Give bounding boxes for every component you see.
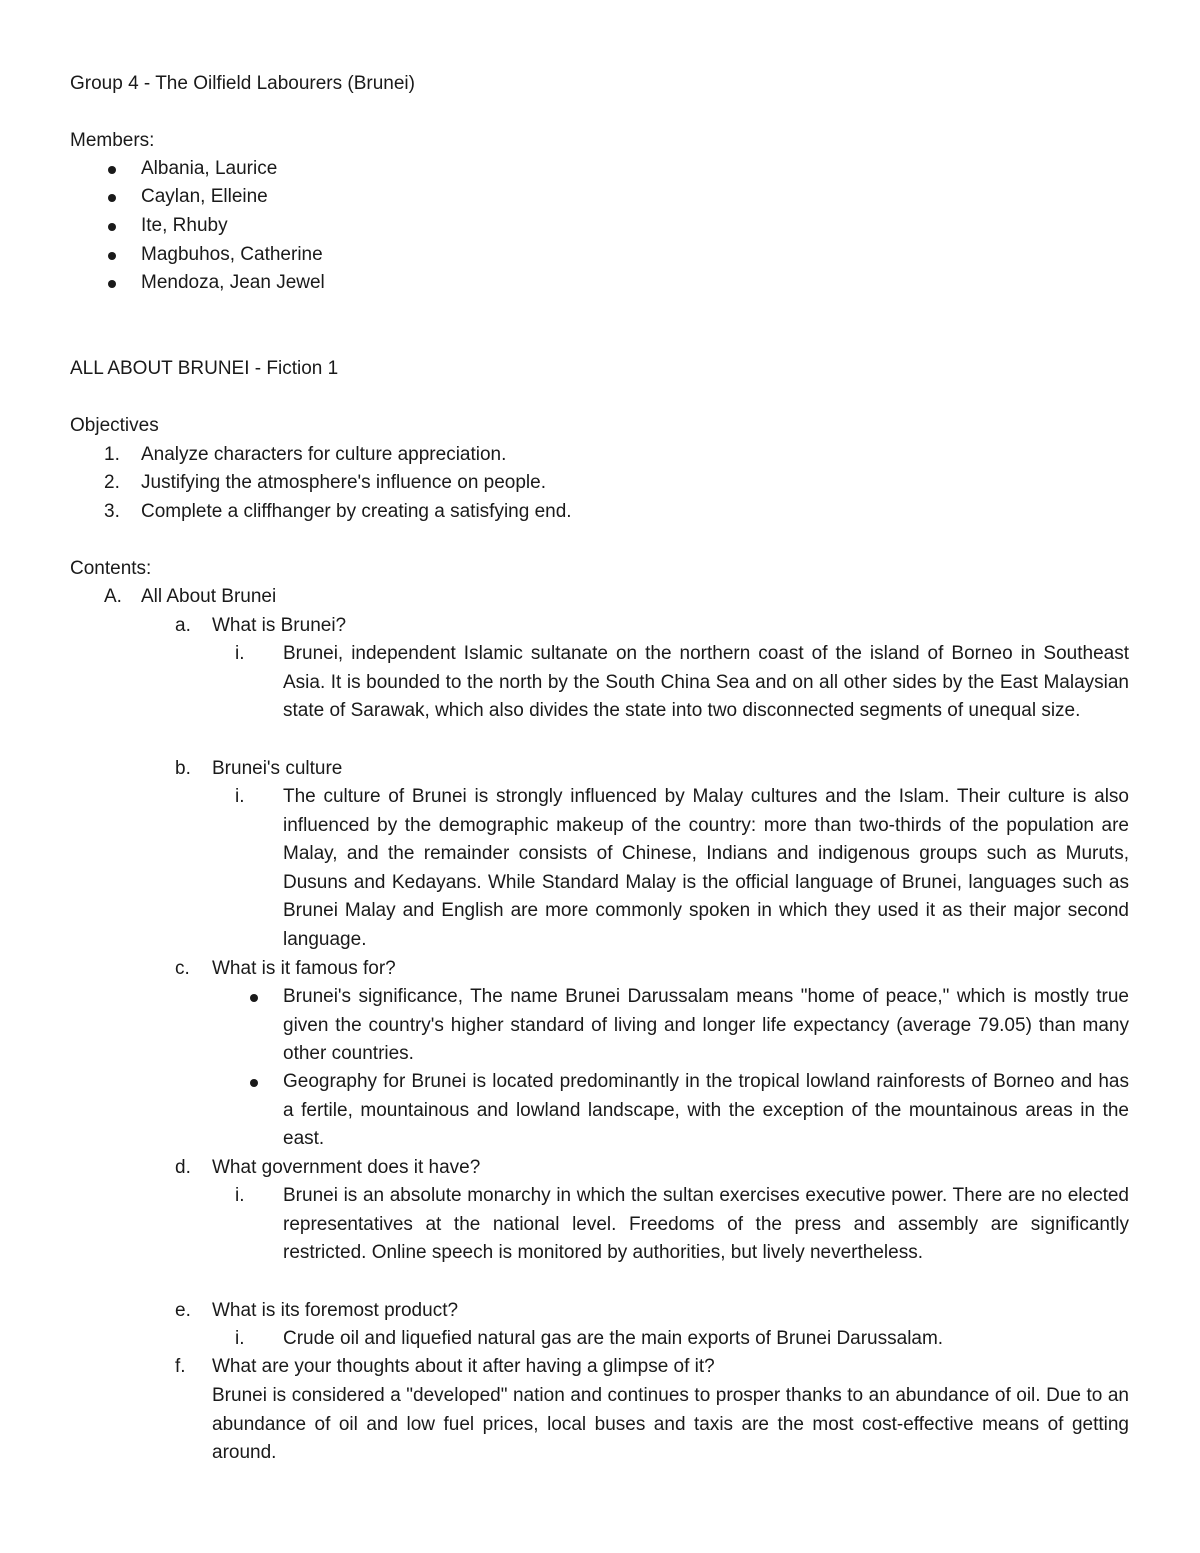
list-roman: i. xyxy=(235,1185,245,1206)
list-letter: a. xyxy=(175,615,191,636)
objective-text: Justifying the atmosphere's influence on people. xyxy=(141,472,546,493)
list-roman: i. xyxy=(235,643,245,664)
subitem-question: Brunei's culture xyxy=(212,758,343,779)
subitem-question: What government does it have? xyxy=(212,1157,481,1178)
member-name: Magbuhos, Catherine xyxy=(141,244,323,265)
answer-text: Crude oil and liquefied natural gas are the main exports of Brunei Darussalam. xyxy=(283,1328,944,1349)
document-title: Group 4 - The Oilfield Labourers (Brunei) xyxy=(70,73,415,94)
bullet-icon xyxy=(250,1079,258,1087)
bullet-icon xyxy=(108,223,116,231)
list-letter: b. xyxy=(175,758,191,779)
list-roman: i. xyxy=(235,1328,245,1349)
member-name: Albania, Laurice xyxy=(141,158,278,179)
list-number: 1. xyxy=(104,444,120,465)
contents-item-label: All About Brunei xyxy=(141,586,277,607)
list-roman: i. xyxy=(235,786,245,807)
section-title: ALL ABOUT BRUNEI - Fiction 1 xyxy=(70,358,339,379)
list-letter: e. xyxy=(175,1300,191,1321)
objective-text: Analyze characters for culture appreciation. xyxy=(141,444,507,465)
subitem-question: What is its foremost product? xyxy=(212,1300,459,1321)
members-heading: Members: xyxy=(70,130,155,151)
list-number: 2. xyxy=(104,472,120,493)
objective-text: Complete a cliffhanger by creating a satisfying end. xyxy=(141,501,572,522)
member-name: Caylan, Elleine xyxy=(141,186,268,207)
answer-text: Geography for Brunei is located predominantly in the tropical lowland rainforests of Borneo and has a fertile, mountainous and lowland landscape, with the exception of the mountainous areas in the east. xyxy=(283,1071,1129,1150)
answer-text: Brunei's significance, The name Brunei Darussalam means "home of peace," which is mostly true given the country's higher standard of living and longer life expectancy (average 79.05) than many other countries. xyxy=(283,986,1129,1065)
bullet-icon xyxy=(108,194,116,202)
bullet-icon xyxy=(108,252,116,260)
member-name: Mendoza, Jean Jewel xyxy=(141,272,325,293)
list-letter: f. xyxy=(175,1356,186,1377)
list-number: 3. xyxy=(104,501,120,522)
contents-heading: Contents: xyxy=(70,558,152,579)
answer-text: Brunei, independent Islamic sultanate on the northern coast of the island of Borneo in Southeast Asia. It is bounded to the north by the South China Sea and on all other sides by the East Malaysian state of Sarawak, which also divides the state into two disconnected segments of unequal size. xyxy=(283,643,1129,722)
answer-text: Brunei is an absolute monarchy in which the sultan exercises executive power. There are no elected representatives at the national level. Freedoms of the press and assembly are significantly restricted. Online speech is monitored by authorities, but lively nevertheless. xyxy=(283,1185,1129,1264)
subitem-question: What is it famous for? xyxy=(212,958,396,979)
bullet-icon xyxy=(108,280,116,288)
bullet-icon xyxy=(250,994,258,1002)
subitem-question: What are your thoughts about it after having a glimpse of it? xyxy=(212,1356,715,1377)
answer-text: The culture of Brunei is strongly influenced by Malay cultures and the Islam. Their culture is also influenced by the demographic makeup of the country: more than two-thirds of the population are Malay, and the remainder consists of Chinese, Indians and indigenous groups such as Muruts, Dusuns and Kedayans. While Standard Malay is the official language of Brunei, languages such as Brunei Malay and English are more commonly spoken in which they used it as their major second language. xyxy=(283,786,1129,950)
objectives-heading: Objectives xyxy=(70,415,159,436)
bullet-icon xyxy=(108,166,116,174)
list-letter: c. xyxy=(175,958,190,979)
member-name: Ite, Rhuby xyxy=(141,215,228,236)
subitem-question: What is Brunei? xyxy=(212,615,347,636)
list-letter: d. xyxy=(175,1157,191,1178)
answer-text: Brunei is considered a "developed" nation and continues to prosper thanks to an abundance of oil. Due to an abundance of oil and low fuel prices, local buses and taxis are the most cost-effective means of getting around. xyxy=(212,1385,1129,1464)
list-letter: A. xyxy=(104,586,122,607)
